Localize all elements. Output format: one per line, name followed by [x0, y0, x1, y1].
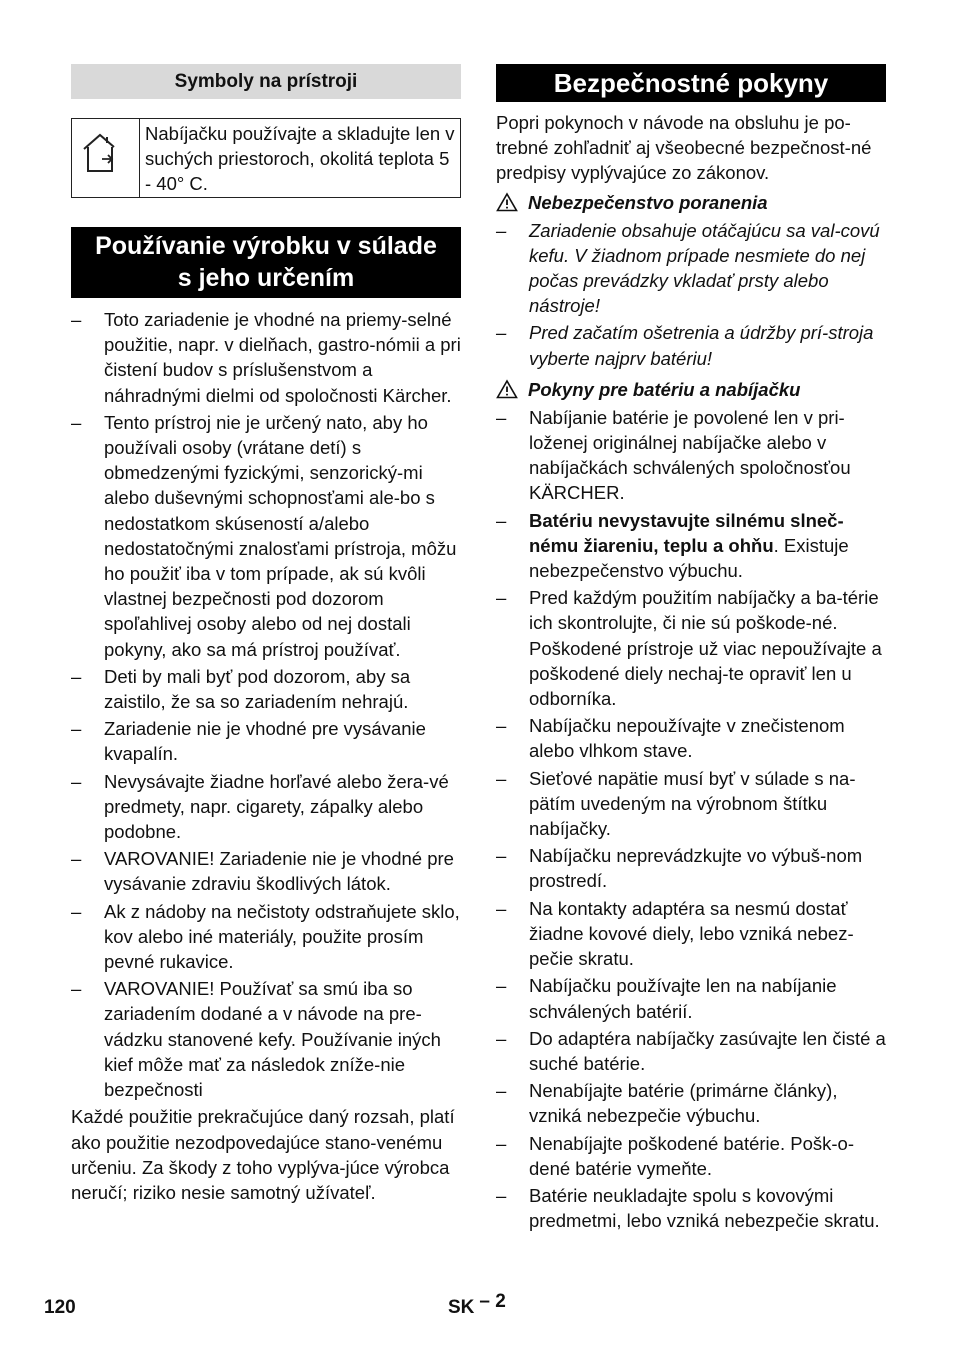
- language-code: SK: [448, 1297, 475, 1318]
- left-column: [71, 64, 461, 1205]
- intended-use-heading: [71, 227, 461, 298]
- list-item: – Sieťové napätie musí byť v súlade s na-pätím uvedeným na výrobnom štítku nabíjačky.: [496, 766, 886, 842]
- list-item: – Zariadenie nie je vhodné pre vysávanie kvapalín.: [71, 716, 461, 766]
- safety-heading: Bezpečnostné pokyny: [496, 64, 886, 102]
- list-item: – Nevysávajte žiadne horľavé alebo žera-vé predmety, napr. cigarety, zápalky alebo podobne.: [71, 769, 461, 845]
- dry-indoor-house-icon: [80, 131, 120, 177]
- warning-text-rest: . Existuje nebezpečenstvo výbuchu.: [529, 534, 849, 582]
- battery-heading-text: Pokyny pre batériu a nabíjačku: [528, 378, 801, 400]
- list-item: – VAROVANIE! Zariadenie nie je vhodné pre vysávanie zdraviu škodlivých látok.: [71, 846, 461, 896]
- list-item: – Pred začatím ošetrenia a údržby prí-stroja vyberte najprv batériu!: [496, 320, 886, 370]
- safety-intro: Popri pokynoch v návode na obsluhu je po-trebné zohľadniť aj všeobecné bezpečnost-né predpisy vyplývajúce zo zákonov.: [496, 112, 872, 184]
- warning-triangle-icon: [496, 192, 518, 212]
- injury-list: [496, 218, 886, 371]
- list-item: – Nenabíjajte poškodené batérie. Pošk-o-dené batérie vymeňte.: [496, 1131, 886, 1181]
- list-item: – Nenabíjajte batérie (primárne články), vzniká nebezpečie výbuchu.: [496, 1078, 886, 1128]
- footer-language: [448, 1291, 506, 1319]
- symbol-cell: [72, 119, 140, 197]
- list-item: [496, 508, 886, 584]
- list-item: – Nabíjačku neprevádzkujte vo výbuš-nom prostredí.: [496, 843, 886, 893]
- section-number: – 2: [479, 1291, 506, 1312]
- symbol-description: Nabíjačku používajte a skladujte len v suchých priestoroch, okolitá teplota 5 - 40° C.: [145, 123, 455, 194]
- list-item: – VAROVANIE! Používať sa smú iba so zariadením dodané a v návode na pre-vádzku stanovené kefy. Používanie iných kief môže mať za následok zníže-nie bezpečnosti: [71, 976, 461, 1102]
- list-item: – Zariadenie obsahuje otáčajúcu sa val-covú kefu. V žiadnom prípade nesmiete do nej počas prevádzky vkladať prsty alebo nástroje!: [496, 218, 886, 319]
- injury-heading: [496, 190, 886, 215]
- battery-list: [496, 405, 886, 1234]
- page-number: 120: [44, 1297, 76, 1318]
- intended-use-list: [71, 307, 461, 1102]
- right-column: [496, 64, 886, 1235]
- intended-use-heading-line-1: Používanie výrobku v súlade: [95, 232, 437, 260]
- list-item: – Ak z nádoby na nečistoty odstraňujete sklo, kov alebo iné materiály, použite prosím pevné rukavice.: [71, 899, 461, 975]
- warning-triangle-icon: [496, 379, 518, 399]
- list-item: – Pred každým použitím nabíjačky a ba-térie ich skontrolujte, či nie sú poškode-né. Poškodené prístroje už viac nepoužívajte a poškodené diely nechaj-te opraviť len u odborníka.: [496, 585, 886, 711]
- list-item: – Batérie neukladajte spolu s kovovými predmetmi, lebo vzniká nebezpečie skratu.: [496, 1183, 886, 1233]
- list-item: – Nabíjačku používajte len na nabíjanie schválených batérií.: [496, 973, 886, 1023]
- list-item: – Nabíjanie batérie je povolené len v pri-loženej originálnej nabíjačke alebo v nabíjačkách schválených spoločnosťou KÄRCHER.: [496, 405, 886, 506]
- symbol-table: [71, 118, 461, 198]
- list-item: – Nabíjačku nepoužívajte v znečistenom alebo vlhkom stave.: [496, 713, 886, 763]
- injury-heading-text: Nebezpečenstvo poranenia: [528, 191, 768, 213]
- list-item: – Na kontakty adaptéra sa nesmú dostať žiadne kovové diely, lebo vzniká nebez-pečie skratu.: [496, 896, 886, 972]
- symbols-heading: Symboly na prístroji: [71, 64, 461, 99]
- bold-warning-text: Batériu nevystavujte silnému slneč-nému žiareniu, teplu a ohňu: [529, 509, 844, 556]
- list-item: – Tento prístroj nie je určený nato, aby ho používali osoby (vrátane detí) s obmedzenými fyzickými, senzorický-mi alebo duševnými schopnosťami ale-bo s nedostatkom skúseností a/alebo nedostatočnými znalosťami prístroja, môžu ho použiť iba v tom prípade, ak sú kvôli vlastnej bezpečnosti pod dozorom spoľahlivej osoby alebo od nej dostali pokyny, ako sa má prístroj používať.: [71, 410, 461, 662]
- list-item: – Do adaptéra nabíjačky zasúvajte len čisté a suché batérie.: [496, 1026, 886, 1076]
- battery-heading: [496, 377, 886, 402]
- list-item: – Deti by mali byť pod dozorom, aby sa zaistilo, že sa so zariadením nehrajú.: [71, 664, 461, 714]
- closing-paragraph: Každé použitie prekračujúce daný rozsah, platí ako použitie nezodpovedajúce stano-venému určeniu. Za škody z toho vyplýva-júce výrobca neručí; riziko nesie samotný užívateľ.: [71, 1106, 455, 1203]
- intended-use-heading-line-2: s jeho určením: [177, 264, 355, 292]
- list-item: – Toto zariadenie je vhodné na priemy-selné použitie, napr. v dielňach, gastro-nómii a pri čistení budov s príslušenstvom a náhradnými dielmi od spoločnosti Kärcher.: [71, 307, 461, 408]
